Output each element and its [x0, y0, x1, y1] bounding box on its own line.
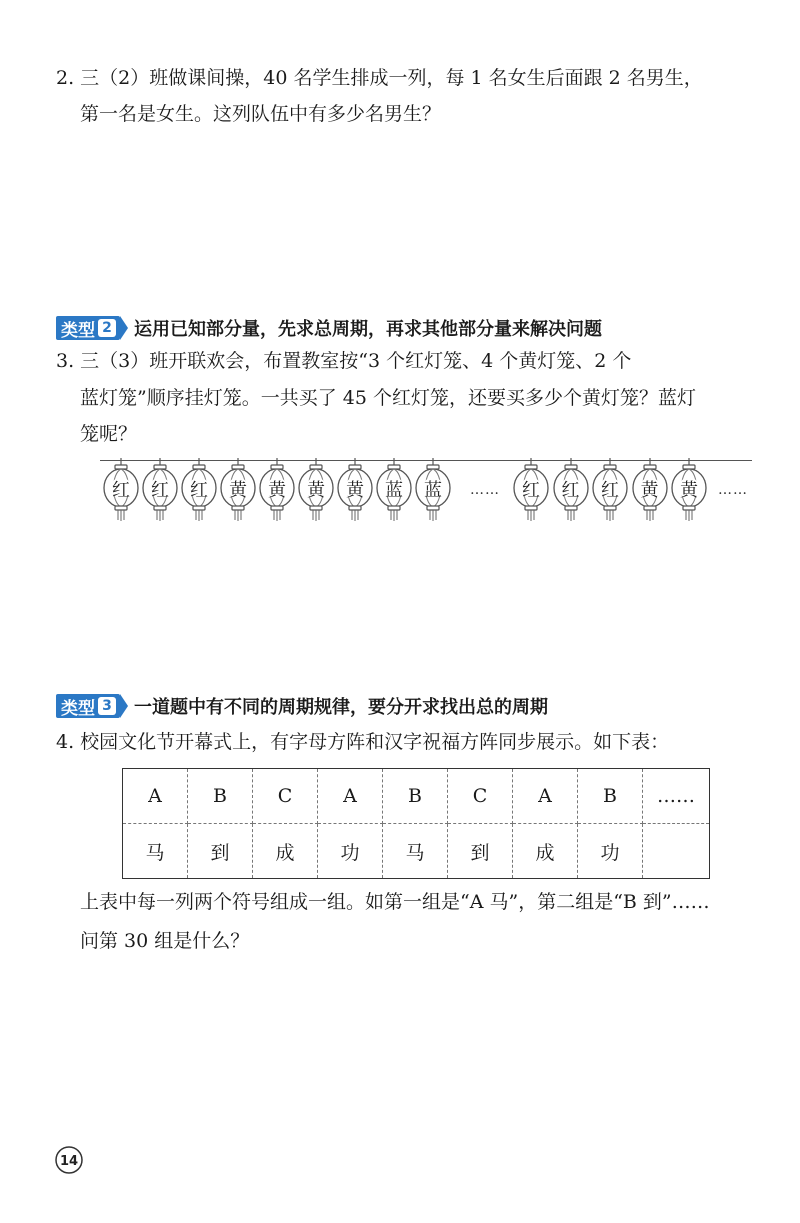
table-cell: C [253, 769, 318, 824]
table-cell: C [448, 769, 513, 824]
type-2-header [56, 314, 602, 342]
type-2-tag [56, 316, 120, 340]
table-cell: 功 [578, 824, 643, 879]
lantern-label: 蓝 [424, 480, 442, 501]
lantern [375, 458, 413, 524]
table-cell: A [123, 769, 188, 824]
lantern [141, 458, 179, 524]
table-cell: 成 [253, 824, 318, 879]
table-cell: A [318, 769, 383, 824]
lantern [670, 458, 708, 524]
lantern-label: 黄 [346, 480, 364, 501]
table-cell: B [578, 769, 643, 824]
table-cell: B [188, 769, 253, 824]
type-3-tag-arrow [120, 694, 128, 718]
lantern-label: 蓝 [385, 480, 403, 501]
lantern [102, 458, 140, 524]
lantern-label: 红 [190, 480, 208, 501]
question-3-line-2: 蓝灯笼”顺序挂灯笼。一共买了 45 个红灯笼，还要买多少个黄灯笼？蓝灯 [80, 387, 696, 409]
lantern-label: 黄 [229, 480, 247, 501]
table-cell: 到 [188, 824, 253, 879]
type-2-tag-arrow [120, 316, 128, 340]
table-cell-ellipsis: …… [643, 769, 710, 824]
lantern [552, 458, 590, 524]
question-4-after-line-2: 问第 30 组是什么？ [80, 930, 250, 952]
lantern-label: 红 [601, 480, 619, 501]
lantern [180, 458, 218, 524]
lantern-label: 黄 [640, 480, 659, 501]
question-3-line-1: 3. 三（3）班开联欢会，布置教室按“3 个红灯笼、4 个黄灯笼、2 个 [56, 350, 632, 372]
question-3-line-3: 笼呢？ [80, 423, 138, 445]
table-cell: B [383, 769, 448, 824]
table-cell: 到 [448, 824, 513, 879]
lantern-ellipsis-2: …… [718, 482, 748, 498]
type-2-title: 运用已知部分量，先求总周期，再求其他部分量来解决问题 [134, 319, 602, 340]
lantern-label: 黄 [307, 480, 325, 501]
question-2-line-1: 2. 三（2）班做课间操，40 名学生排成一列，每 1 名女生后面跟 2 名男生， [56, 67, 703, 89]
lantern-row [100, 452, 752, 532]
question-4-line-1: 4. 校园文化节开幕式上，有字母方阵和汉字祝福方阵同步展示。如下表： [56, 731, 670, 753]
lantern [414, 458, 452, 524]
lantern [631, 458, 669, 524]
type-3-tag-label: 类型 [61, 698, 95, 719]
page-number-circle-icon [54, 1145, 84, 1175]
question-2-line-2: 第一名是女生。这列队伍中有多少名男生？ [80, 103, 442, 125]
type-3-tag-number: 3 [98, 697, 116, 715]
type-3-header [56, 692, 548, 720]
lantern [336, 458, 374, 524]
table-cell: 马 [383, 824, 448, 879]
table-cell: A [513, 769, 578, 824]
table-cell: 功 [318, 824, 383, 879]
lantern-label: 红 [151, 480, 169, 501]
symbol-table [122, 768, 710, 879]
type-2-tag-number: 2 [98, 319, 116, 337]
page-number-badge [54, 1145, 84, 1175]
page-number: 14 [59, 1154, 79, 1169]
lantern [297, 458, 335, 524]
type-3-tag [56, 694, 120, 718]
lantern [512, 458, 550, 524]
type-2-tag-label: 类型 [61, 320, 95, 341]
lantern [591, 458, 629, 524]
type-3-title: 一道题中有不同的周期规律，要分开求找出总的周期 [134, 697, 548, 718]
lantern-label: 红 [522, 480, 540, 501]
lantern [258, 458, 296, 524]
table-row-letters [123, 769, 710, 824]
question-4-after-line-1: 上表中每一列两个符号组成一组。如第一组是“A 马”，第二组是“B 到”…… [80, 891, 710, 913]
lantern-ellipsis-1: …… [470, 482, 500, 498]
table-cell: 马 [123, 824, 188, 879]
lantern-label: 黄 [680, 480, 698, 501]
lantern-label: 黄 [268, 480, 286, 501]
lantern [219, 458, 257, 524]
table-cell: 成 [513, 824, 578, 879]
lantern-label: 红 [112, 480, 130, 501]
table-row-characters [123, 824, 710, 879]
lantern-label: 红 [561, 480, 580, 501]
table-cell-empty [643, 824, 710, 879]
